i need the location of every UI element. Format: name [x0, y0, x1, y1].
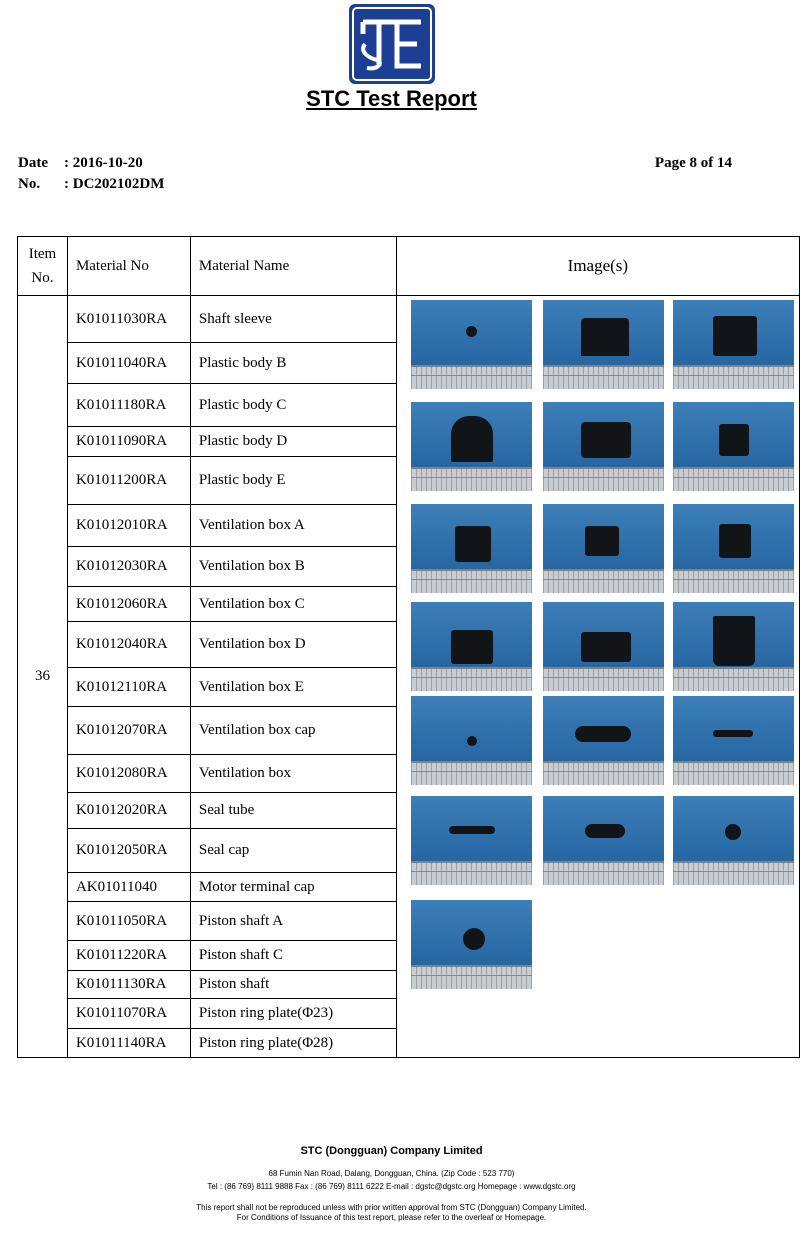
material-code: K01012010RA [67, 505, 190, 547]
footer-note: For Conditions of Issuance of this test report, please refer to the overleaf or Homepage. [236, 1213, 547, 1222]
material-name: Shaft sleeve [190, 296, 396, 343]
report-number [18, 176, 164, 193]
report-title: STC Test Report [306, 86, 477, 111]
part-photo [543, 402, 664, 491]
material-table [17, 236, 800, 1058]
material-name: Ventilation box B [190, 547, 396, 587]
page-indicator: Page 8 of 14 [654, 155, 732, 171]
table-header-row [18, 237, 800, 296]
part-photo [673, 796, 794, 885]
part-photo [411, 696, 532, 785]
part-photo [543, 696, 664, 785]
material-code: K01012080RA [67, 755, 190, 793]
material-code: K01011180RA [67, 384, 190, 427]
no-label: No. [18, 176, 41, 192]
part-photo [673, 402, 794, 491]
part-photo [411, 300, 532, 389]
material-code: AK01011040 [67, 873, 190, 902]
material-code: K01012060RA [67, 587, 190, 622]
material-name: Plastic body E [190, 457, 396, 505]
material-code: K01012020RA [67, 793, 190, 829]
material-name: Ventilation box [190, 755, 396, 793]
material-code: K01012110RA [67, 668, 190, 707]
material-name: Seal cap [190, 829, 396, 873]
stc-logo [349, 4, 435, 84]
header-item-line1: Item [28, 246, 57, 262]
header-item-line2: No. [31, 270, 54, 286]
material-code: K01011200RA [67, 457, 190, 505]
material-name: Seal tube [190, 793, 396, 829]
date-value: : 2016-10-20 [64, 155, 143, 171]
material-code: K01011040RA [67, 343, 190, 384]
part-photo [543, 602, 664, 691]
header-material-no: Material No [67, 237, 190, 296]
material-name: Plastic body D [190, 427, 396, 457]
material-name: Ventilation box D [190, 622, 396, 668]
part-photo [411, 602, 532, 691]
material-name: Piston ring plate(Φ28) [190, 1029, 396, 1058]
part-photo [411, 402, 532, 491]
part-photo [673, 602, 794, 691]
part-photo [673, 696, 794, 785]
material-code: K01011050RA [67, 902, 190, 941]
header-images: Image(s) [396, 237, 799, 296]
material-name: Ventilation box A [190, 505, 396, 547]
material-code: K01011220RA [67, 941, 190, 971]
material-name: Ventilation box cap [190, 707, 396, 755]
material-name: Piston shaft A [190, 902, 396, 941]
date-label: Date [18, 155, 48, 171]
footer-contact: Tel : (86 769) 8111 9888 Fax : (86 769) 8111 6222 E-mail : dgstc@dgstc.org Homepage : www.dgstc.org [207, 1182, 576, 1191]
header-item-no [18, 237, 68, 296]
report-date [18, 155, 143, 172]
material-code: K01011130RA [67, 971, 190, 999]
header-material-name: Material Name [190, 237, 396, 296]
part-photo [411, 900, 532, 989]
material-code: K01011090RA [67, 427, 190, 457]
material-name: Ventilation box C [190, 587, 396, 622]
part-photo [673, 300, 794, 389]
material-code: K01011070RA [67, 999, 190, 1029]
part-photo [411, 796, 532, 885]
material-code: K01011140RA [67, 1029, 190, 1058]
material-name: Ventilation box E [190, 668, 396, 707]
footer-note: This report shall not be reproduced unless with prior written approval from STC (Dongguan) Company Limited. [196, 1203, 587, 1212]
material-name: Piston ring plate(Φ23) [190, 999, 396, 1029]
material-code: K01012040RA [67, 622, 190, 668]
material-code: K01011030RA [67, 296, 190, 343]
material-name: Piston shaft [190, 971, 396, 999]
item-number-cell: 36 [18, 296, 68, 1058]
material-code: K01012050RA [67, 829, 190, 873]
footer-company: STC (Dongguan) Company Limited [300, 1145, 483, 1157]
material-code: K01012070RA [67, 707, 190, 755]
material-name: Motor terminal cap [190, 873, 396, 902]
material-name: Piston shaft C [190, 941, 396, 971]
material-name: Plastic body C [190, 384, 396, 427]
no-value: : DC202102DM [64, 176, 165, 192]
table-row [18, 296, 800, 343]
photo-grid [397, 296, 799, 1056]
part-photo [543, 796, 664, 885]
footer-address: 68 Fumin Nan Road, Dalang, Dongguan, China. (Zip Code : 523 770) [268, 1169, 515, 1178]
images-cell [396, 296, 799, 1058]
material-name: Plastic body B [190, 343, 396, 384]
part-photo [543, 504, 664, 593]
material-code: K01012030RA [67, 547, 190, 587]
part-photo [411, 504, 532, 593]
part-photo [543, 300, 664, 389]
part-photo [673, 504, 794, 593]
